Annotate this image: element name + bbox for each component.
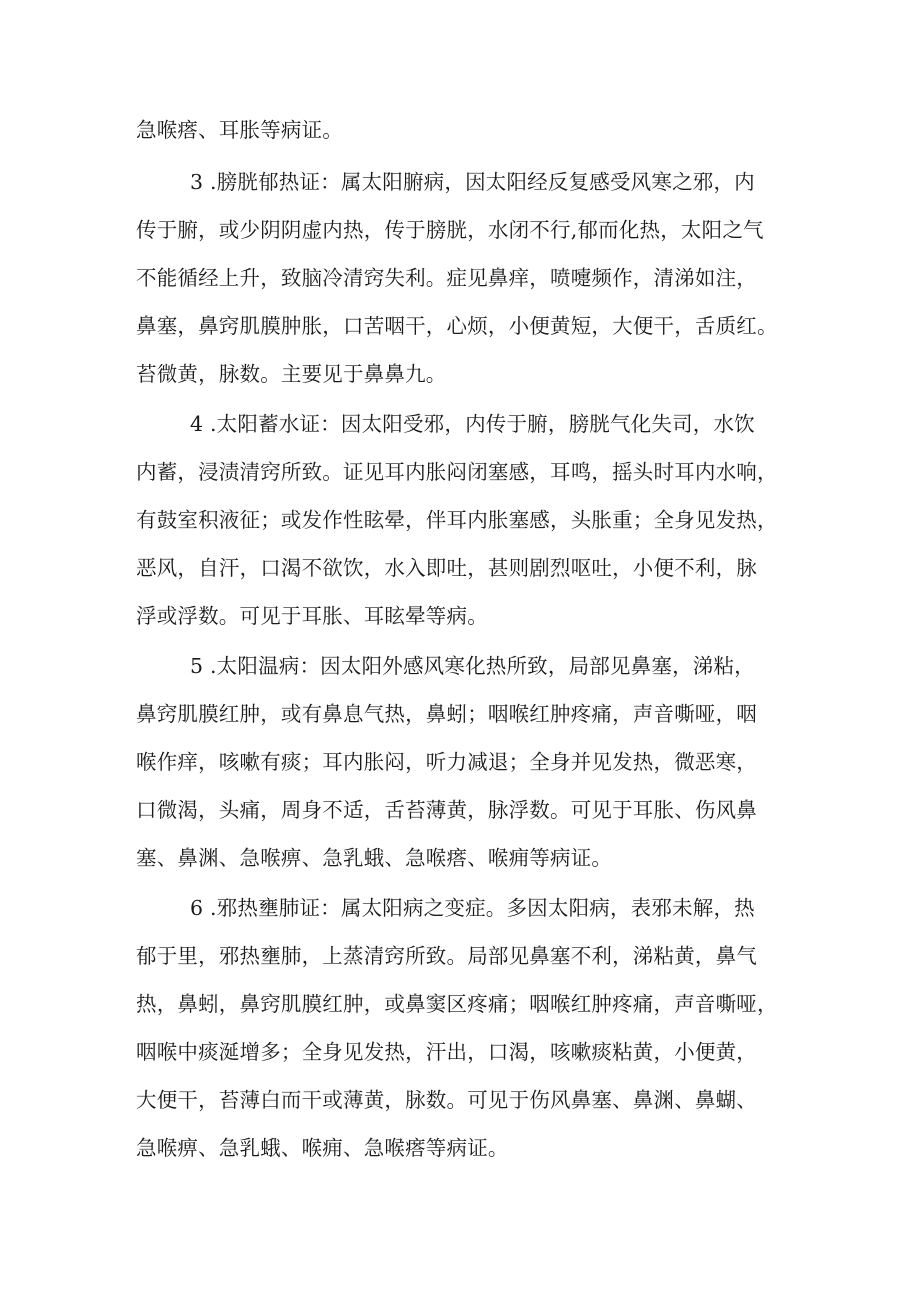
text-line: 有鼓室积液征；或发作性眩晕，伴耳内胀塞感，头胀重；全身见发热， <box>136 508 778 532</box>
text-line: 急喉痹、急乳蛾、喉痈、急喉瘩等病证。 <box>136 1136 509 1160</box>
text-line: 郁于里，邪热壅肺，上蒸清窍所致。局部见鼻塞不利，涕粘黄，鼻气 <box>136 944 757 968</box>
text-line: 热，鼻蚓，鼻窍肌膜红肿，或鼻窦区疼痛；咽喉红肿疼痛，声音嘶哑， <box>136 992 778 1016</box>
text-line: 5 .太阳温病：因太阳外感风寒化热所致，局部见鼻塞，涕粘， <box>190 654 755 678</box>
text-line: 6 .邪热壅肺证：属太阳病之变症。多因太阳病，表邪未解，热 <box>190 896 755 920</box>
text-line: 3 .膀胱郁热证：属太阳腑病，因太阳经反复感受风寒之邪，内 <box>190 170 755 194</box>
text-line: 传于腑，或少阴阴虚内热，传于膀胱，水闭不行,郁而化热，太阳之气 <box>136 218 764 242</box>
text-line: 4 .太阳蓄水证：因太阳受邪，内传于腑，膀胱气化失司，水饮 <box>190 412 755 436</box>
text-line: 浮或浮数。可见于耳胀、耳眩晕等病。 <box>136 604 488 628</box>
text-line: 塞、鼻渊、急喉痹、急乳蛾、急喉瘩、喉痈等病证。 <box>136 846 613 870</box>
text-line: 不能循经上升，致脑冷清窍失利。症见鼻痒，喷嚏频作，清涕如注， <box>136 266 757 290</box>
text-line: 恶风，自汗，口渴不欲饮，水入即吐，甚则剧烈呕吐，小便不利，脉 <box>136 556 757 580</box>
text-line: 苔微黄，脉数。主要见于鼻鼻九。 <box>136 362 447 386</box>
text-line: 喉作痒，咳嗽有痰；耳内胀闷，听力减退；全身并见发热，微恶寒， <box>136 750 757 774</box>
text-line: 鼻塞，鼻窍肌膜肿胀，口苦咽干，心烦，小便黄短，大便干，舌质红。 <box>136 314 778 338</box>
text-line: 鼻窍肌膜红肿，或有鼻息气热，鼻蚓；咽喉红肿疼痛，声音嘶哑，咽 <box>136 702 757 726</box>
text-line: 急喉瘩、耳胀等病证。 <box>136 118 343 142</box>
text-line: 口微渴，头痛，周身不适，舌苔薄黄，脉浮数。可见于耳胀、伤风鼻 <box>136 798 757 822</box>
text-line: 咽喉中痰涎增多；全身见发热，汗出，口渴，咳嗽痰粘黄，小便黄， <box>136 1040 757 1064</box>
text-line: 内蓄，浸渍清窍所致。证见耳内胀闷闭塞感，耳鸣，摇头时耳内水响， <box>136 460 778 484</box>
text-line: 大便干，苔薄白而干或薄黄，脉数。可见于伤风鼻塞、鼻渊、鼻蝴、 <box>136 1088 757 1112</box>
